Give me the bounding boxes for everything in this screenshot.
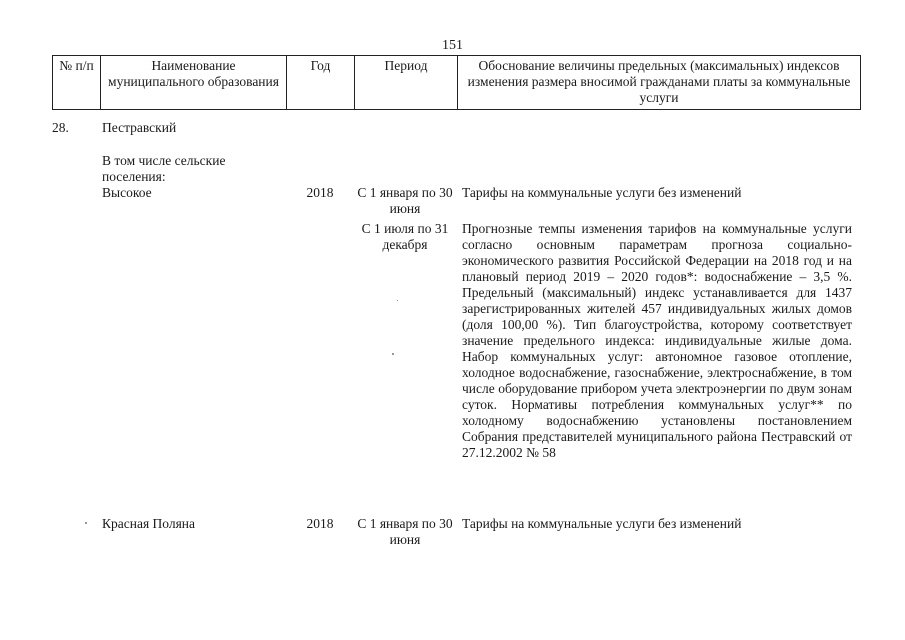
basis-first-half: Тарифы на коммунальные услуги без изменений (462, 185, 742, 200)
header-period: Период (355, 56, 458, 110)
period-second-half: С 1 июля по 31 декабря (361, 221, 449, 252)
district-name: Пестравский (102, 120, 177, 135)
header-name: Наименование муниципального образования (101, 56, 287, 110)
period-first-half: С 1 января по 30 июня (357, 516, 453, 547)
scan-speck (392, 353, 394, 355)
period-first-half: С 1 января по 30 июня (357, 185, 453, 216)
district-number: 28. (52, 120, 69, 135)
scan-speck (85, 522, 87, 524)
subheading: В том числе сельские поселения: (102, 153, 226, 184)
header-year: Год (287, 56, 355, 110)
year-value: 2018 (306, 185, 334, 200)
scan-speck (397, 300, 398, 301)
table-header-row (53, 56, 861, 110)
basis-first-half: Тарифы на коммунальные услуги без изменений (462, 516, 742, 531)
page-number: 151 (442, 38, 463, 53)
year-value: 2018 (306, 516, 334, 531)
header-basis: Обоснование величины предельных (максимальных) индексов изменения размера вносимой гражданами платы за коммунальные услуги (458, 56, 861, 110)
table-header (52, 55, 861, 110)
settlement-name: Высокое (102, 185, 152, 200)
header-num: № п/п (53, 56, 101, 110)
settlement-name: Красная Поляна (102, 516, 196, 531)
basis-second-half: Прогнозные темпы изменения тарифов на коммунальные услуги согласно основным параметрам прогноза социально-экономического развития Российской Федерации на 2018 год и на плановый период 2019 – 2020 годов*: водоснабжение – 3,5 %. Предельный (максимальный) индекс устанавливается для 1437 зарегистрированных жителей 457 индивидуальных жилых домов (доля 100,00 %). Тип благоустройства, которому соответствует значение предельного индекса: индивидуальные жилые дома. Набор коммунальных услуг: автономное газовое отопление, холодное водоснабжение, газоснабжение, электроснабжение, в том числе оборудование прибором учета электроэнергии по двум зонам суток. Нормативы потребления коммунальных услуг** по холодному водоснабжению установлены постановлением Собрания представителей муниципального района Пестравский от 27.12.2002 № 58 (462, 221, 852, 460)
